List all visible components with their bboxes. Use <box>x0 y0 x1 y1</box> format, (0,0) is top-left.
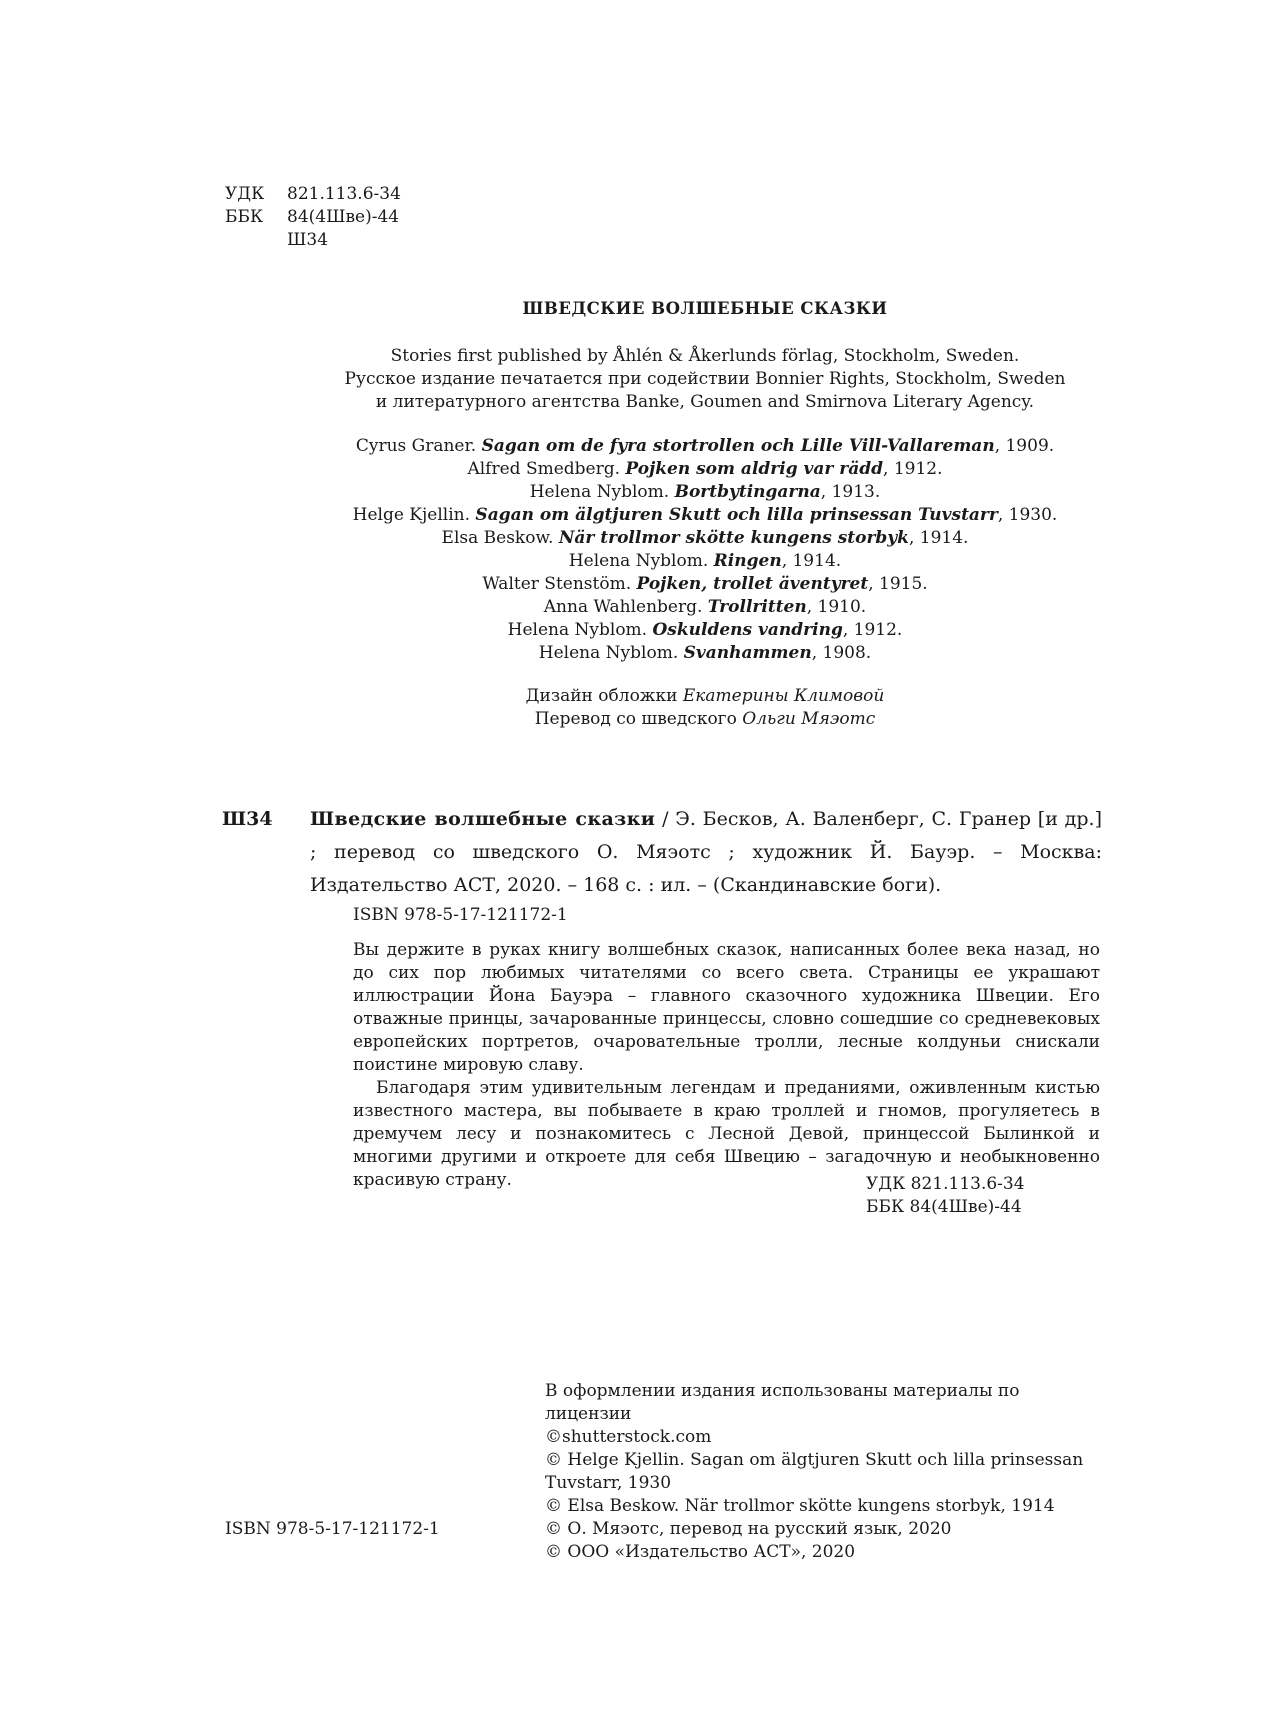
udk-footer <box>866 1173 1025 1219</box>
code-key: УДК <box>225 184 265 204</box>
isbn-footer: ISBN 978-5-17-121172-1 <box>225 1519 440 1539</box>
story-line: Anna Wahlenberg. Trollritten, 1910. <box>543 597 867 617</box>
code-value: 84(4Шве)-44 <box>287 207 400 227</box>
catalog-code: Ш34 <box>222 808 273 830</box>
code-value: 821.113.6-34 <box>287 184 401 204</box>
license-line: ©shutterstock.com <box>545 1427 712 1447</box>
story-line: Helena Nyblom. Bortbytingarna, 1913. <box>529 482 881 502</box>
story-line: Alfred Smedberg. Pojken som aldrig var rädd, 1912. <box>467 459 943 479</box>
story-line: Helge Kjellin. Sagan om älgtjuren Skutt och lilla prinsessan Tuvstarr, 1930. <box>352 505 1058 525</box>
story-line: Walter Stenstöm. Pojken, trollet äventyret, 1915. <box>482 574 928 594</box>
classification-codes <box>225 183 401 252</box>
code-value: Ш34 <box>287 230 329 250</box>
publication-line: Stories first published by Åhlén & Åkerlunds förlag, Stockholm, Sweden. <box>390 346 1020 366</box>
story-line: Helena Nyblom. Svanhammen, 1908. <box>538 643 872 663</box>
story-line: Cyrus Graner. Sagan om de fyra stortrollen och Lille Vill-Vallareman, 1909. <box>355 436 1055 456</box>
bbk-line: ББК 84(4Шве)-44 <box>866 1197 1022 1217</box>
license-line: © О. Мяэотс, перевод на русский язык, 2020 <box>545 1519 952 1539</box>
code-row <box>225 206 401 229</box>
catalog-description <box>310 803 1102 902</box>
license-line: Tuvstarr, 1930 <box>545 1473 672 1493</box>
credits <box>0 685 1270 731</box>
story-list <box>0 435 1270 665</box>
license-line: © ООО «Издательство АСТ», 2020 <box>545 1542 856 1562</box>
story-line: Helena Nyblom. Oskuldens vandring, 1912. <box>507 620 903 640</box>
publication-line: и литературного агентства Banke, Goumen and Smirnova Literary Agency. <box>375 392 1035 412</box>
license-block <box>545 1380 1105 1564</box>
license-line: © Helge Kjellin. Sagan om älgtjuren Skutt och lilla prinsessan <box>545 1450 1084 1470</box>
annotation-paragraph: Вы держите в руках книгу волшебных сказок, написанных более века назад, но до сих пор любимых читателями со всего света. Страницы ее украшают иллюстрации Йона Бауэра – главного сказочного художника Швеции. Его отважные принцы, зачарованные принцессы, словно сошедшие со средневековых европейских портретов, очаровательные тролли, лесные колдуньи снискали поистине мировую славу. <box>353 940 1100 1075</box>
story-line: Elsa Beskow. När trollmor skötte kungens storbyk, 1914. <box>441 528 969 548</box>
book-title: ШВЕДСКИЕ ВОЛШЕБНЫЕ СКАЗКИ <box>522 299 888 318</box>
code-key: ББК <box>225 207 264 227</box>
catalog-entry <box>222 803 1102 902</box>
udk-line: УДК 821.113.6-34 <box>866 1174 1025 1194</box>
license-line: В оформлении издания использованы материалы по лицензии <box>545 1381 1020 1424</box>
annotation-paragraph: Благодаря этим удивительным легендам и преданиями, оживленным кистью известного мастера, вы побываете в краю троллей и гномов, прогуляетесь в дремучем лесу и познакомитесь с Лесной Девой, принцессой Былинкой и многими другими и откроете для себя Швецию – загадочную и необыкновенно красивую страну. <box>353 1078 1100 1190</box>
publication-line: Русское издание печатается при содействии Bonnier Rights, Stockholm, Sweden <box>344 369 1066 389</box>
catalog-details: / Э. Бесков, А. Валенберг, С. Гранер [и др.] ; перевод со шведского О. Мяэотс ; художник Й. Бауэр. – Москва: Издательство АСТ, 2020. – 168 с. : ил. – (Скандинавские боги). <box>310 808 1102 896</box>
credit-line: Дизайн обложки Екатерины Климовой <box>525 686 885 706</box>
story-line: Helena Nyblom. Ringen, 1914. <box>568 551 842 571</box>
license-line: © Elsa Beskow. När trollmor skötte kungens storbyk, 1914 <box>545 1496 1055 1516</box>
annotation <box>353 939 1100 1192</box>
code-row <box>225 183 401 206</box>
publication-notes <box>0 345 1270 414</box>
credit-line: Перевод со шведского Ольги Мяэотс <box>534 709 876 729</box>
code-key <box>225 229 287 252</box>
code-row <box>225 229 401 252</box>
catalog-title: Шведские волшебные сказки <box>310 808 656 830</box>
isbn: ISBN 978-5-17-121172-1 <box>353 905 568 925</box>
